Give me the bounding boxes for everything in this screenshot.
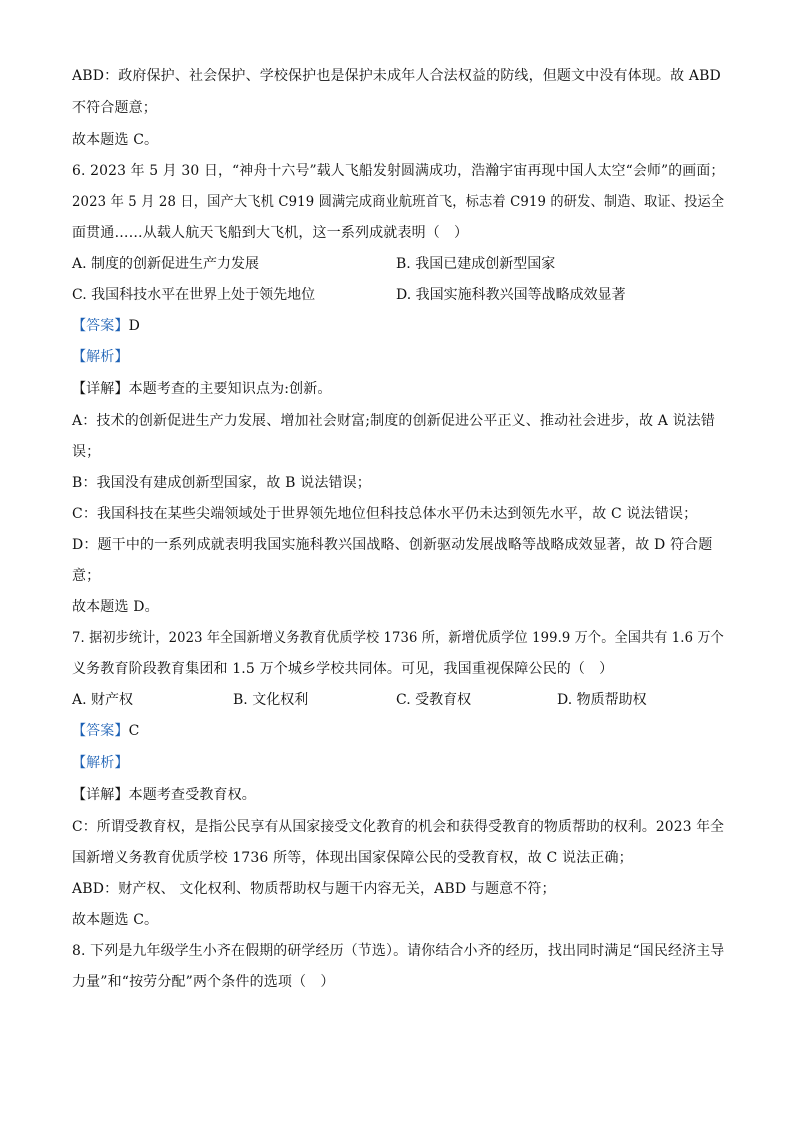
detail-tag: 【详解】	[72, 787, 129, 803]
q7-explain-c-line2: 国新增义务教育优质学校 1736 所等，体现出国家保障公民的受教育权，故 C 说法正确；	[72, 850, 633, 866]
q6-conclusion: 故本题选 D。	[72, 599, 159, 615]
q6-explain-d-line1: D：题干中的一系列成就表明我国实施科教兴国战略、创新驱动发展战略等战略成效显著，故 D 符合题	[72, 537, 713, 553]
q6-explain-d-line2: 意；	[72, 568, 101, 584]
detail-text: 本题考查受教育权。	[128, 787, 256, 803]
q6-option-a: A. 制度的创新促进生产力发展	[72, 256, 260, 272]
q6-answer	[72, 316, 724, 336]
q6-explain-a-line1: A：技术的创新促进生产力发展、增加社会财富;制度的创新促进公平正义、推动社会进步，故 A 说法错	[72, 413, 716, 429]
q7-explain-c-line1: C：所谓受教育权，是指公民享有从国家接受文化教育的机会和获得受教育的物质帮助的权利。2023 年全	[72, 819, 725, 835]
q6-stem-line2: 2023 年 5 月 28 日，国产大飞机 C919 圆满完成商业航班首飞，标志着 C919 的研发、制造、取证、投运全	[72, 194, 725, 210]
q7-option-b: B. 文化权利	[233, 692, 309, 708]
q7-stem-line2: 义务教育阶段教育集团和 1.5 万个城乡学校共同体。可见，我国重视保障公民的（ ）	[72, 661, 614, 677]
detail-text: 本题考查的主要知识点为:创新。	[128, 381, 332, 397]
q7-answer	[72, 721, 724, 741]
q7-conclusion: 故本题选 C。	[72, 912, 159, 928]
q6-option-d: D. 我国实施科教兴国等战略成效显著	[396, 287, 626, 303]
detail-tag: 【详解】	[72, 381, 129, 397]
q6-analysis	[72, 347, 724, 367]
q8-stem-line1: 8. 下列是九年级学生小齐在假期的研学经历（节选）。请你结合小齐的经历，找出同时满足“国民经济主导	[72, 943, 725, 959]
answer-tag: 【答案】	[72, 723, 129, 739]
q7-detail	[72, 785, 724, 805]
analysis-tag: 【解析】	[72, 349, 129, 365]
q6-option-c: C. 我国科技水平在世界上处于领先地位	[72, 287, 316, 303]
q6-explain-b: B：我国没有建成创新型国家，故 B 说法错误；	[72, 475, 371, 491]
q6-option-b: B. 我国已建成创新型国家	[396, 256, 556, 272]
q7-explain-abd: ABD：财产权、 文化权利、物质帮助权与题干内容无关，ABD 与题意不符；	[72, 881, 556, 897]
answer-tag: 【答案】	[72, 318, 129, 334]
q5-abd-line2: 不符合题意；	[72, 100, 157, 116]
q7-stem-line1: 7. 据初步统计，2023 年全国新增义务教育优质学校 1736 所，新增优质学位 199.9 万个。全国共有 1.6 万个	[72, 630, 724, 646]
q6-explain-c: C：我国科技在某些尖端领域处于世界领先地位但科技总体水平仍未达到领先水平，故 C 说法错误；	[72, 506, 698, 522]
analysis-tag: 【解析】	[72, 755, 129, 771]
q7-option-d: D. 物质帮助权	[557, 692, 647, 708]
q5-conclusion: 故本题选 C。	[72, 132, 159, 148]
q6-explain-a-line2: 误；	[72, 444, 101, 460]
q7-option-c: C. 受教育权	[396, 692, 472, 708]
q7-option-a: A. 财产权	[72, 692, 134, 708]
answer-value: D	[128, 318, 140, 334]
answer-value: C	[128, 723, 140, 739]
q7-analysis	[72, 753, 724, 773]
q6-stem-line3: 面贯通……从载人航天飞船到大飞机，这一系列成就表明（ ）	[72, 225, 469, 241]
q6-detail	[72, 379, 724, 399]
q8-stem-line2: 力量”和“按劳分配”两个条件的选项（ ）	[72, 974, 335, 990]
q6-stem-line1: 6. 2023 年 5 月 30 日，“神舟十六号”载人飞船发射圆满成功，浩瀚宇宙再现中国人太空“会师”的画面；	[72, 163, 725, 179]
q5-abd-line1: ABD：政府保护、社会保护、学校保护也是保护未成年人合法权益的防线，但题文中没有体现。故 ABD	[72, 68, 721, 84]
